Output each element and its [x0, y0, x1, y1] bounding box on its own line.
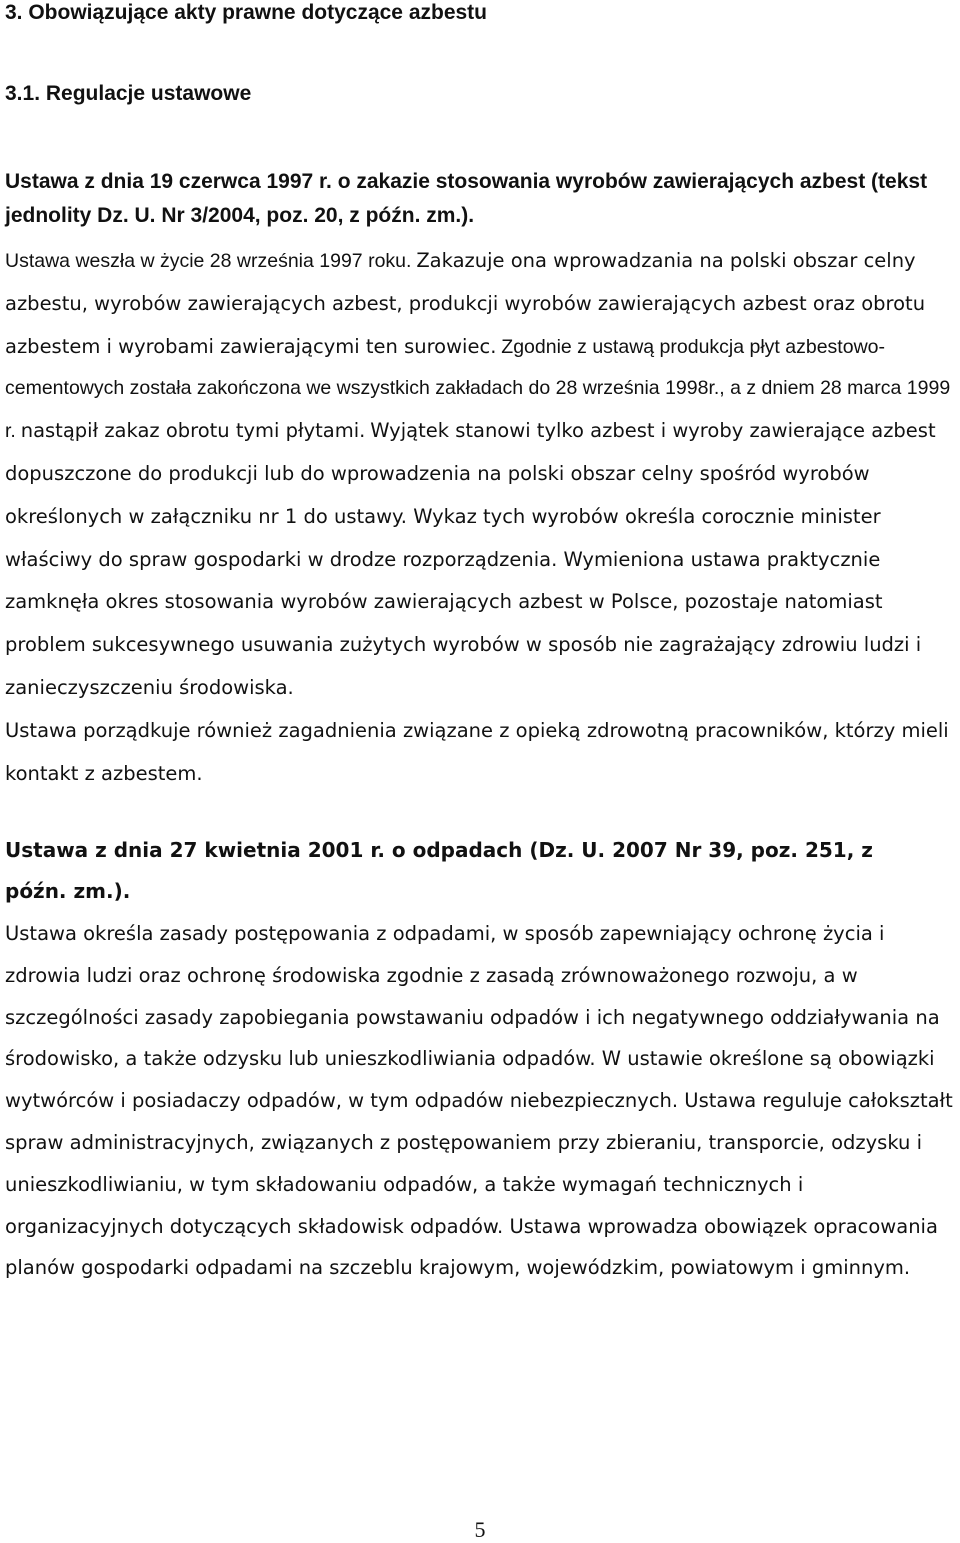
- act1-paragraph: [5, 240, 960, 795]
- act2-paragraph: Ustawa określa zasady postępowania z odpadami, w sposób zapewniający ochronę życia i zdrowia ludzi oraz ochronę środowiska zgodnie z zasadą zrównoważonego rozwoju, a w szczególności zasady zapobiegania powstawaniu odpadów i ich negatywnego oddziaływania na środowisko, a także odzysku lub unieszkodliwiania odpadów. W ustawie określone są obowiązki wytwórców i posiadaczy odpadów, w tym odpadów niebezpiecznych. Ustawa reguluje całokształt spraw administracyjnych, związanych z postępowaniem przy zbieraniu, transporcie, odzysku i unieszkodliwianiu, w tym składowaniu odpadów, a także wymagań technicznych i organizacyjnych dotyczących składowisk odpadów. Ustawa wprowadza obowiązek opracowania planów gospodarki odpadami na szczeblu krajowym, wojewódzkim, powiatowym i gminnym.: [5, 922, 953, 1280]
- act1-body4: Wyjątek stanowi tylko azbest i wyroby zawierające azbest dopuszczone do produkcji lub do wprowadzenia na polski obszar celny spośród wyrobów określonych w załączniku nr 1 do ustawy. Wykaz tych wyrobów określa corocznie minister właściwy do spraw gospodarki w drodze rozporządzenia. Wymieniona ustawa praktycznie zamknęła okres stosowania wyrobów zawierających azbest w Polsce, pozostaje natomiast problem sukcesywnego usuwania zużytych wyrobów w sposób nie zagrażający zdrowiu ludzi i zanieczyszczeniu środowiska.: [5, 419, 936, 699]
- act2-title: Ustawa z dnia 27 kwietnia 2001 r. o odpadach (Dz. U. 2007 Nr 39, poz. 251, z późn. zm.).: [5, 838, 873, 903]
- act1-body1: Zakazuje ona wprowadzania na polski obszar celny azbestu, wyrobów zawierających azbest, produkcji wyrobów zawierających azbest oraz obrotu azbestem i wyrobami zawierającymi ten surowiec.: [5, 249, 926, 358]
- act1-title: Ustawa z dnia 19 czerwca 1997 r. o zakazie stosowania wyrobów zawierających azbest (tekst jednolity Dz. U. Nr 3/2004, poz. 20, z późn. zm.).: [5, 170, 928, 227]
- act1-intro: Ustawa weszła w życie 28 września 1997 roku.: [5, 250, 412, 272]
- page-number: 5: [474, 1517, 486, 1542]
- act1-body3: nastąpił zakaz obrotu tymi płytami.: [20, 419, 366, 443]
- section-heading: 3. Obowiązujące akty prawne dotyczące azbestu: [5, 1, 488, 24]
- act1-body2: Zgodnie z ustawą produkcja płyt azbestowo-cementowych została zakończona we wszystkich zakładach do 28 września 1998r., a z dniem 28 marca 1999 r.: [5, 335, 951, 443]
- act1-body5: Ustawa porządkuje również zagadnienia związane z opieką zdrowotną pracowników, którzy mieli kontakt z azbestem.: [5, 718, 949, 785]
- section-subheading: 3.1. Regulacje ustawowe: [5, 82, 252, 105]
